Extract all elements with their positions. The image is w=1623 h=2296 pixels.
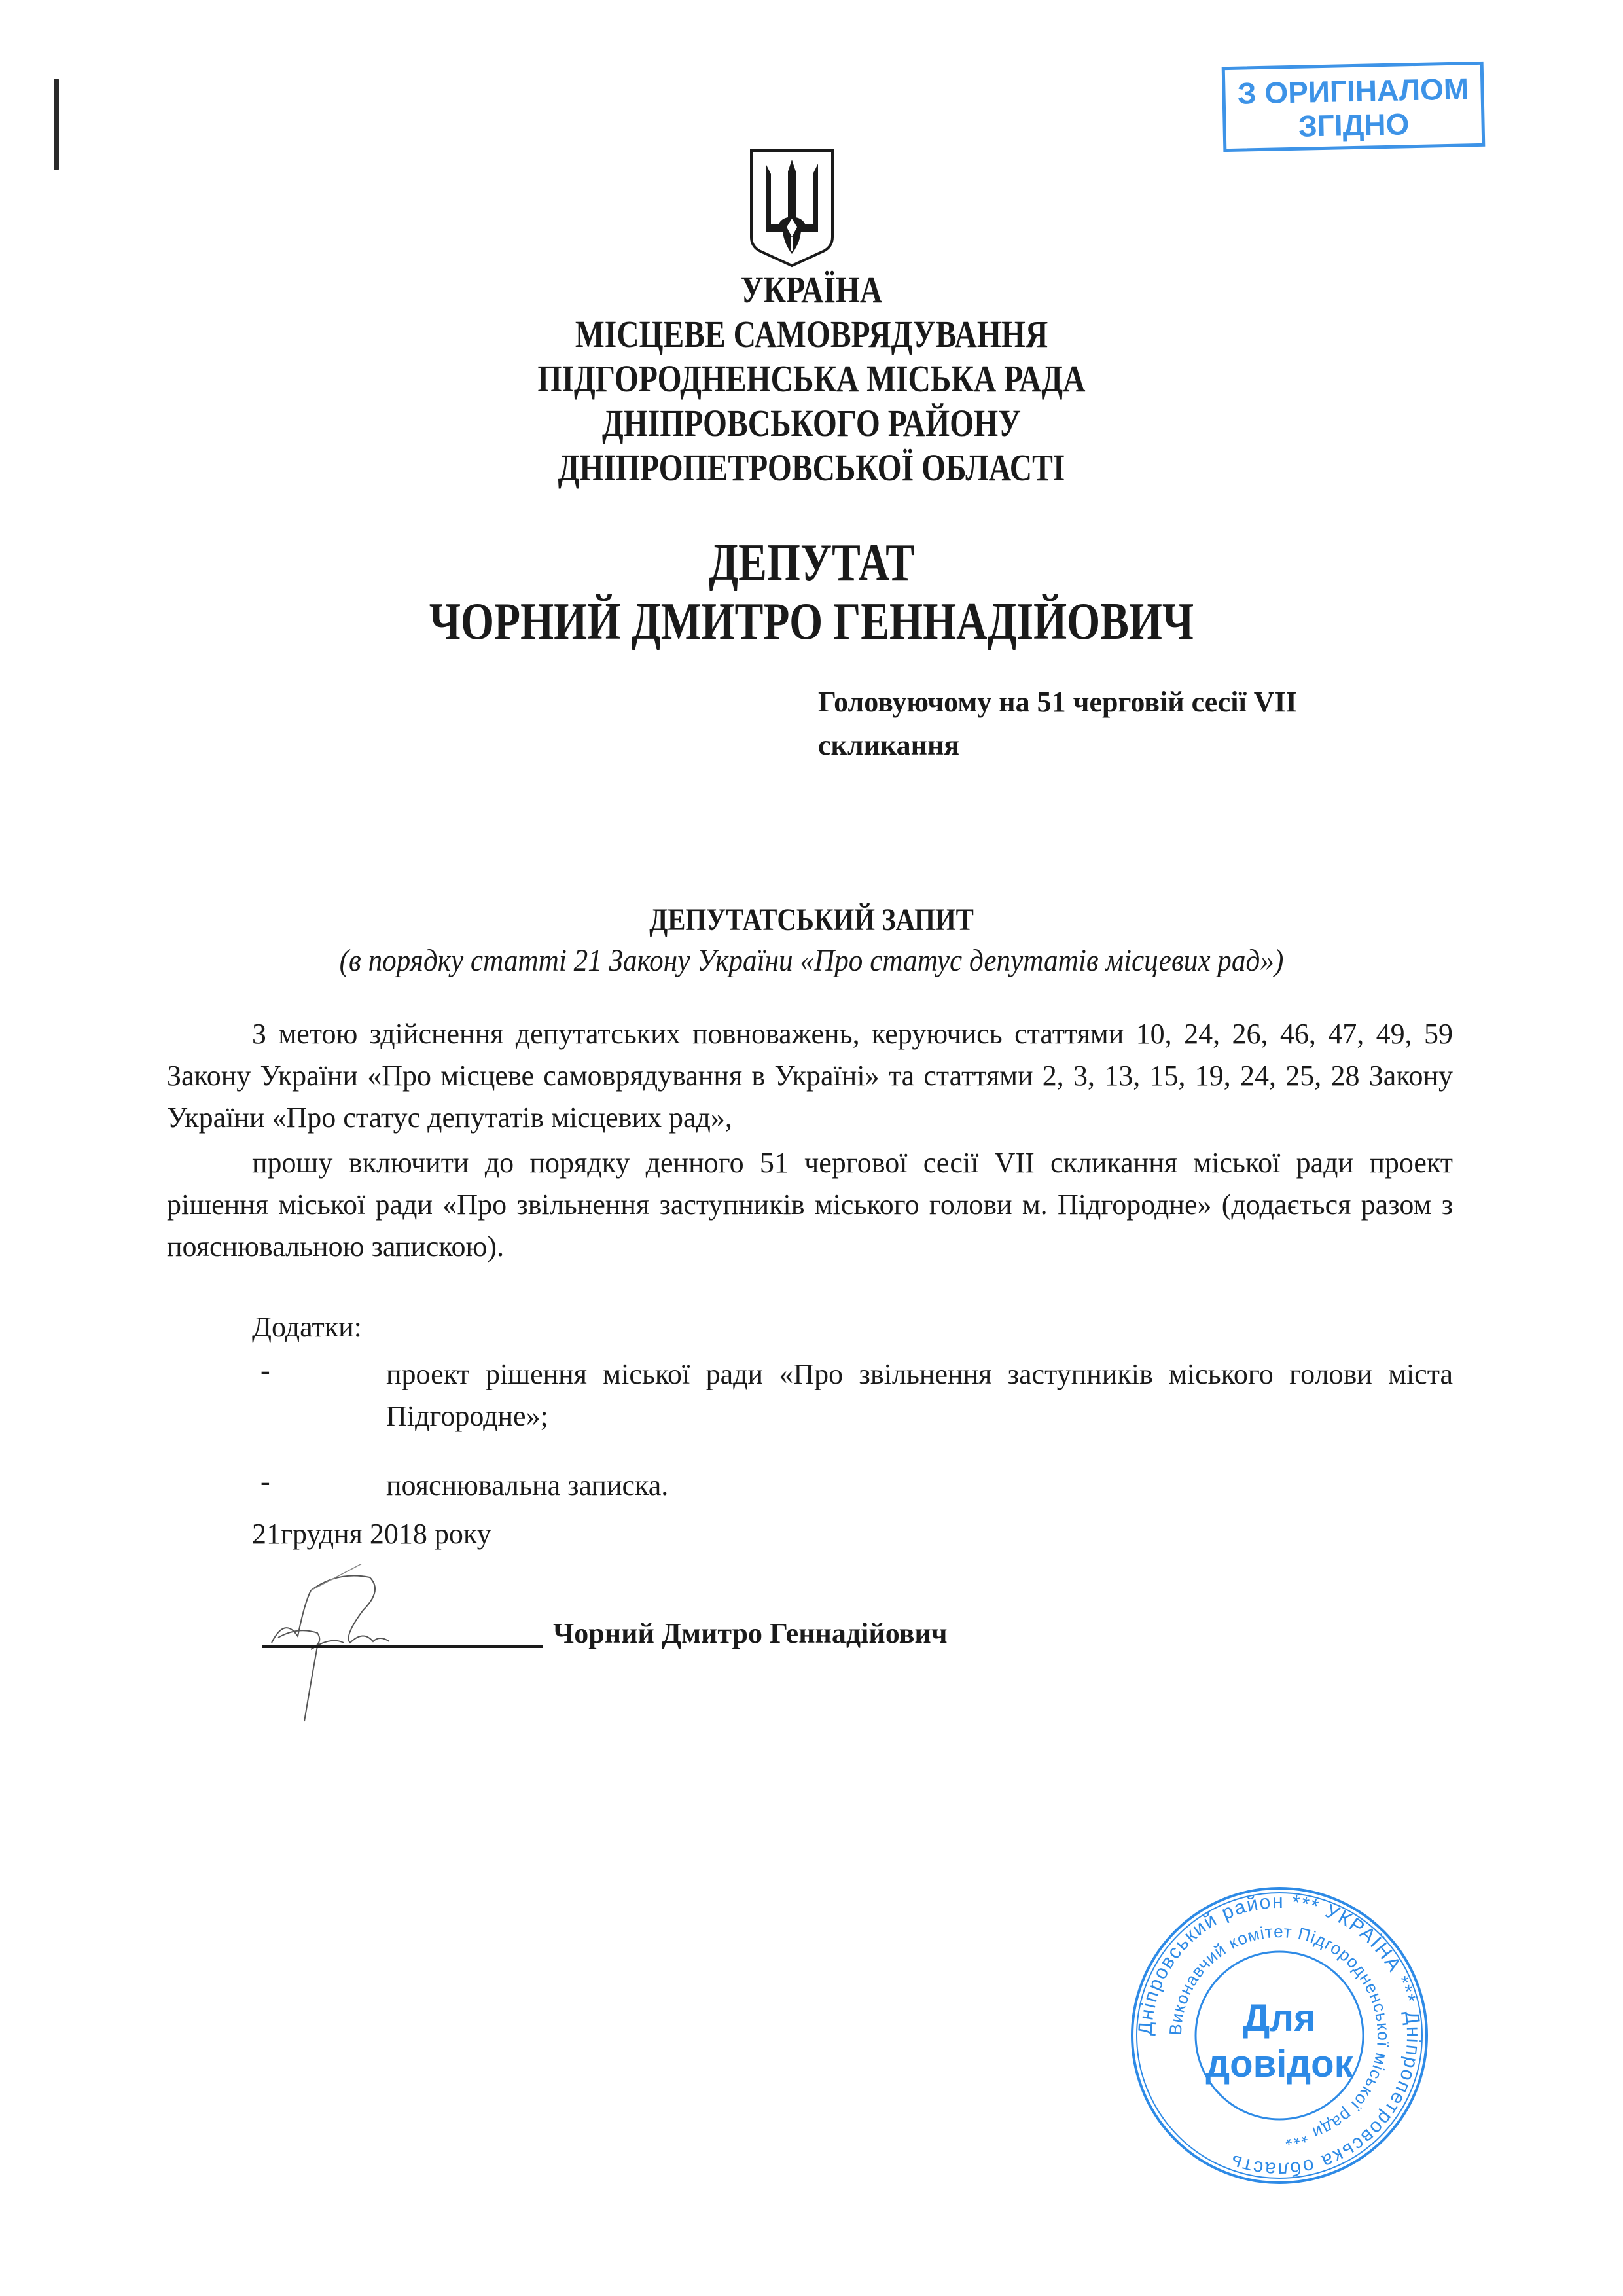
stamp-line-1: З ОРИГІНАЛОМ [1237,71,1469,111]
header-self-government: МІСЦЕВЕ САМОВРЯДУВАННЯ [575,313,1048,355]
header-region: ДНІПРОПЕТРОВСЬКОЇ ОБЛАСТІ [558,446,1065,489]
attachment-item: пояснювальна записка. [386,1469,669,1501]
author-title: ДЕПУТАТ [709,534,914,592]
header-country: УКРАЇНА [740,268,883,311]
body-paragraph-2 [167,1142,1453,1268]
seal-center-line-1: Для [1242,1997,1316,2039]
certified-copy-stamp [1222,62,1486,152]
request-subtitle: (в порядку статті 21 Закону України «Про статус депутатів місцевих рад») [339,943,1284,978]
signer-name: Чорний Дмитро Геннадійович [553,1617,948,1649]
seal-outer-text: Дніпровський район *** УКРАЇНА *** Дніпропетровська область [1134,1890,1425,2181]
signature-line [262,1645,543,1648]
seal-center-line-2: довідок [1205,2043,1353,2085]
addressee-line-1: Головуючому на 51 черговій сесії VII [818,686,1297,718]
request-title: ДЕПУТАТСЬКИЙ ЗАПИТ [649,903,974,937]
author-name: ЧОРНИЙ ДМИТРО ГЕННАДІЙОВИЧ [429,593,1194,651]
document-date: 21грудня 2018 року [252,1518,491,1550]
addressee-line-2: скликання [818,729,960,761]
official-round-seal [1129,1885,1430,2186]
header-district: ДНІПРОВСЬКОГО РАЙОНУ [602,402,1021,444]
stamp-line-2: ЗГІДНО [1298,107,1410,143]
attachment-bullet: - [260,1465,270,1498]
attachment-item: проект рішення міської ради «Про звільнення заступників міського голови міста Підгородне»; [386,1358,1453,1432]
trident-coat-of-arms-icon [746,145,838,270]
attachment-bullet: - [260,1354,270,1386]
paragraph-1-text: З метою здійснення депутатських повноважень, керуючись статтями 10, 24, 26, 46, 47, 49, 59 Закону України «Про місцеве самоврядування в Україні» та статтями 2, 3, 13, 15, 19, 24, 25, 28 Закону України «Про статус депутатів місцевих рад», [167,1018,1453,1134]
header-council: ПІДГОРОДНЕНСЬКА МІСЬКА РАДА [537,357,1086,400]
attachments-label: Додатки: [252,1311,362,1343]
seal-inner-text: Виконавчий комітет Підгородненської міської ради *** [1165,1921,1394,2149]
addressee [818,681,1297,767]
paragraph-2-text: прошу включити до порядку денного 51 чергової сесії VII скликання міської ради проект рішення міської ради «Про звільнення заступників міського голови м. Підгородне» (додається разом з пояснювальною запискою). [167,1147,1453,1263]
scan-hole-mark [54,79,59,170]
body-paragraph-1 [167,1013,1453,1139]
